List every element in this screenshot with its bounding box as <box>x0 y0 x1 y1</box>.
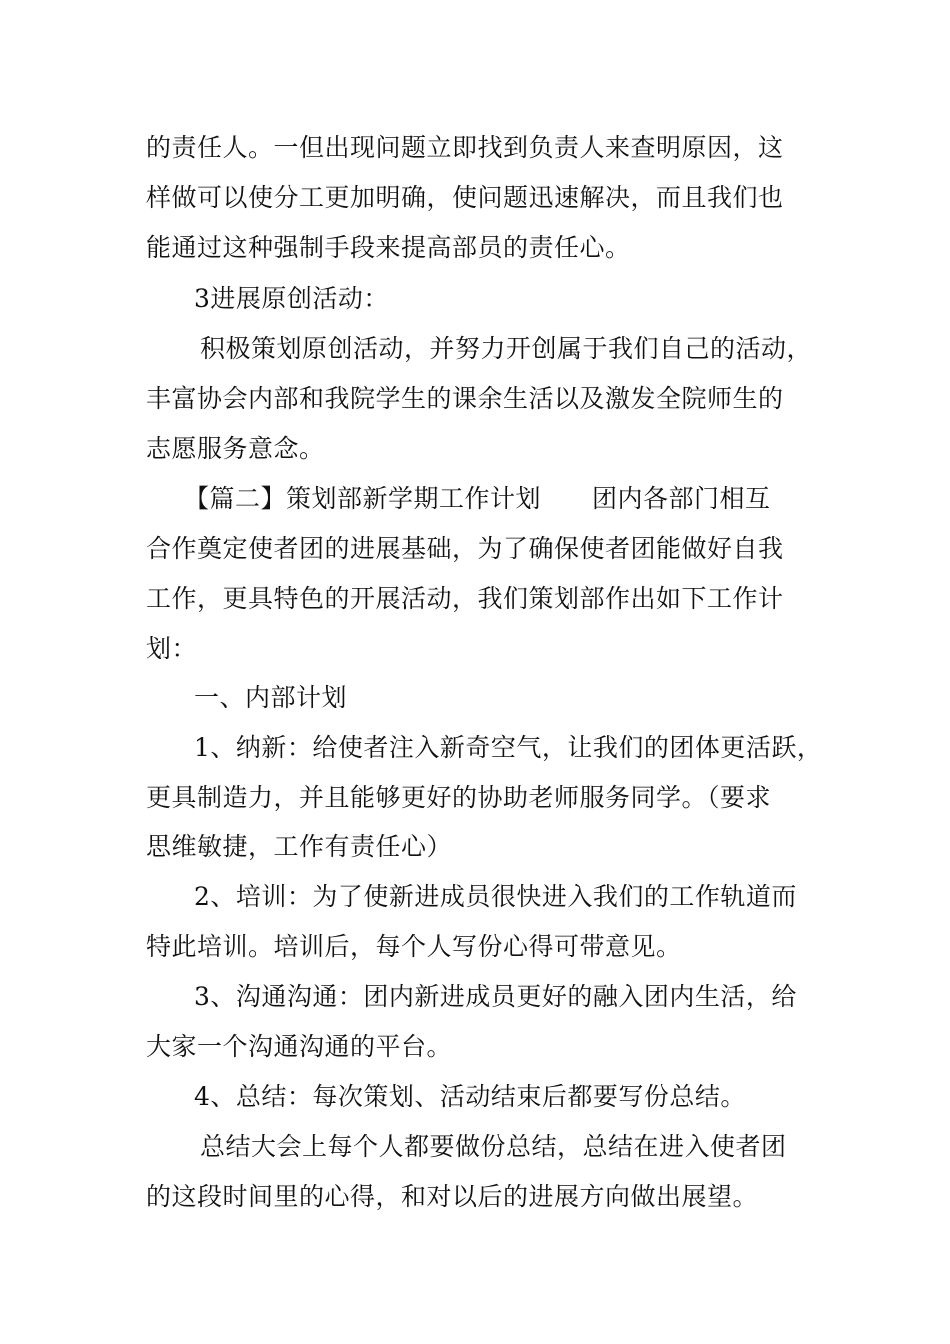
paragraph-line: 积极策划原创活动，并努力开创属于我们自己的活动， <box>200 334 813 363</box>
article-heading-line: 【篇二】策划部新学期工作计划 团内各部门相互 <box>184 484 771 513</box>
section-heading-line: 一、内部计划 <box>194 683 348 712</box>
paragraph-line: 样做可以使分工更加明确，使问题迅速解决，而且我们也 <box>146 183 784 212</box>
paragraph-line: 能通过这种强制手段来提高部员的责任心。 <box>146 233 631 262</box>
paragraph-line: 合作奠定使者团的进展基础，为了确保使者团能做好自我 <box>146 534 784 563</box>
paragraph-line: 丰富协会内部和我院学生的课余生活以及激发全院师生的 <box>146 384 784 413</box>
paragraph-line: 大家一个沟通沟通的平台。 <box>146 1032 453 1061</box>
paragraph-line: 划： <box>146 634 198 663</box>
paragraph-line: 工作，更具特色的开展活动，我们策划部作出如下工作计 <box>146 584 784 613</box>
paragraph-line: 总结大会上每个人都要做份总结，总结在进入使者团 <box>200 1132 787 1161</box>
paragraph-line: 的责任人。一但出现问题立即找到负责人来查明原因，这 <box>146 133 784 162</box>
paragraph-line: 思维敏捷，工作有责任心） <box>146 832 453 861</box>
paragraph-line: 特此培训。培训后，每个人写份心得可带意见。 <box>146 932 682 961</box>
list-item-line: 1、纳新：给使者注入新奇空气，让我们的团体更活跃， <box>194 733 823 762</box>
list-item-line: 3、沟通沟通：团内新进成员更好的融入团内生活，给 <box>194 982 797 1011</box>
paragraph-line: 更具制造力，并且能够更好的协助老师服务同学。（要求 <box>146 783 772 812</box>
paragraph-line: 的这段时间里的心得，和对以后的进展方向做出展望。 <box>146 1182 759 1211</box>
list-item-line: 4、总结：每次策划、活动结束后都要写份总结。 <box>194 1082 746 1111</box>
list-item-line: 2、培训：为了使新进成员很快进入我们的工作轨道而 <box>194 882 797 911</box>
section-heading-line: 3进展原创活动： <box>194 284 389 313</box>
paragraph-line: 志愿服务意念。 <box>146 434 325 463</box>
